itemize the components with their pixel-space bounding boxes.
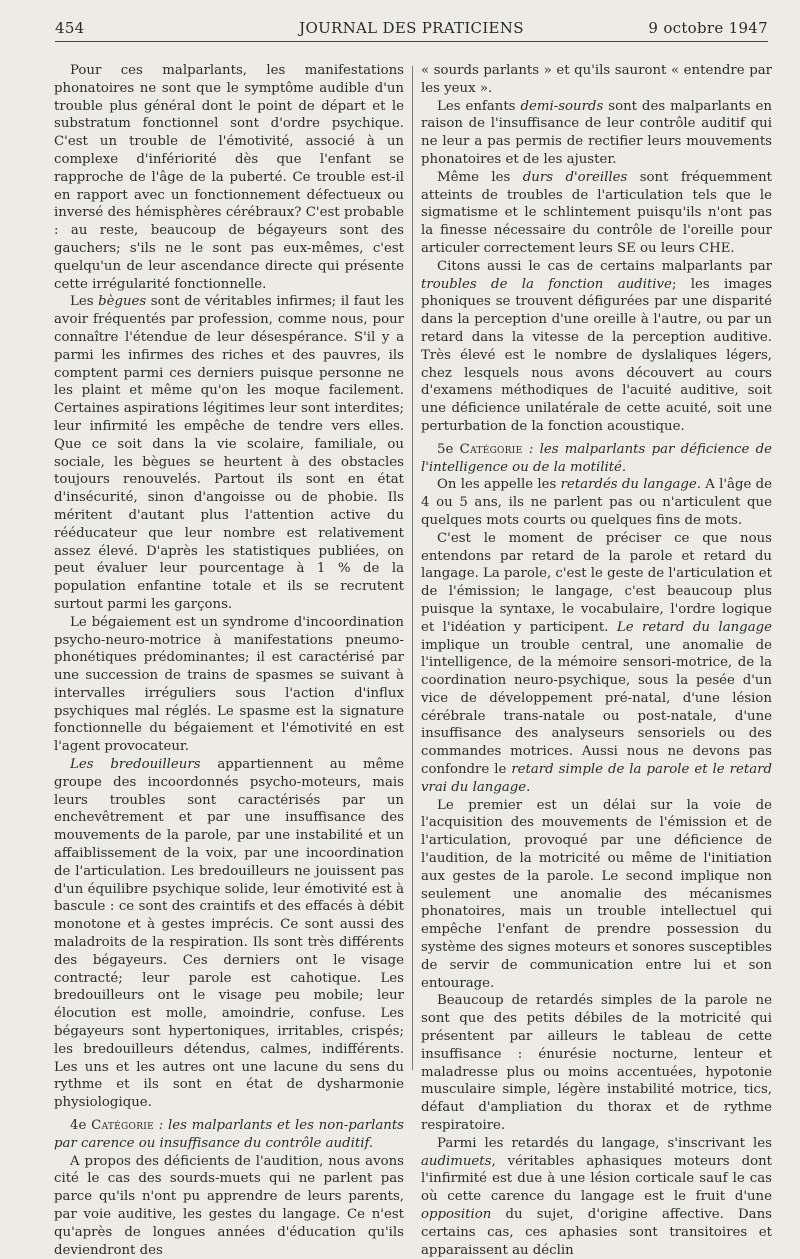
paragraph: Pour ces malparlants, les manifestations phonatoires ne sont que le symptôme audible d'un trouble plus général dont le point de départ et le substratum fonctionnel sont d'ordre psychique. C'est un trouble de l'émotivité, associé à un complexe d'infériorité dès que l'enfant se rapproche de l'âge de la puberté. Ce trouble est-il en rapport avec un fonctionnement défectueux ou inversé des hémisphères cérébraux? C'est probable : au reste, beaucoup de bégayeurs sont des gauchers; s'ils ne le sont pas eux-mêmes, c'est quelqu'un de leur ascendance directe qui présente cette irrégularité fonctionnelle. <box>54 63 404 292</box>
section-heading-category-4: 4e Catégorie : les malparlants et les non-parlants par carence ou insuffisance du contrôle auditif. <box>54 1118 404 1151</box>
journal-title: JOURNAL DES PRATICIENS <box>299 19 524 37</box>
paragraph: Beaucoup de retardés simples de la parole ne sont que des petits débiles de la motricité qui présentent par ailleurs le tableau de cette insuffisance : énurésie nocturne, lenteur et maladresse plus ou moins accentuées, hypotonie musculaire simple, légère instabilité motrice, tics, défaut d'ampliation du thorax et de rythme respiratoire. <box>421 993 772 1134</box>
paragraph: Même les durs d'oreilles sont fréquemment atteints de troubles de l'articulation tels que le sigmatisme et le schlintement puisqu'ils n'ont pas la finesse nécessaire du contrôle de l'oreille pour articuler correctement leurs SE ou leurs CHE. <box>421 169 772 256</box>
paragraph: Les enfants demi-sourds sont des malparlants en raison de l'insuffisance de leur contrôle auditif qui ne leur a pas permis de rectifier leurs mouvements phonatoires et de les ajuster. <box>421 98 772 167</box>
right-column <box>421 62 773 1258</box>
paragraph: Les bredouilleurs appartiennent au même groupe des incoordonnés psycho-moteurs, mais leurs troubles sont caractérisés par un enchevêtrement et par une insuffisance des mouvements de la parole, par une instabilité et un affaiblissement de la voix, par une incoordination de l'articulation. Les bredouilleurs ne jouissent pas d'un équilibre psychique solide, leur émotivité est à bascule : ce sont des craintifs et des effacés à débit monotone et à gestes imprécis. Ce sont aussi des maladroits de la respiration. Ils sont très différents des bégayeurs. Ces derniers ont le visage contracté; leur parole est cahotique. Les bredouilleurs ont le visage peu mobile; leur élocution est molle, amoindrie, confuse. Les bégayeurs sont hypertoniques, irritables, crispés; les bredouilleurs détendus, calmes, indifférents. Les uns et les autres ont une lacune du sens du rythme et ils sont en état de dysharmonie physiologique. <box>54 757 404 1111</box>
paragraph: Le bégaiement est un syndrome d'incoordination psycho-neuro-motrice à manifestations pneumo-phonétiques prédominantes; il est caractérisé par une succession de trains de spasmes se suivant à intervalles irréguliers sous l'action d'influx psychiques mal réglés. Le spasme est la signature fonctionnelle du bégaiement et l'émotivité en est l'agent provocateur. <box>54 614 404 755</box>
paragraph: « sourds parlants » et qu'ils sauront « entendre par les yeux ». <box>421 63 772 96</box>
paragraph: On les appelle les retardés du langage. A l'âge de 4 ou 5 ans, ils ne parlent pas ou n'articulent que quelques mots courts ou quelques fins de mots. <box>421 477 772 528</box>
paragraph: C'est le moment de préciser ce que nous entendons par retard de la parole et retard du langage. La parole, c'est le geste de l'articulation et de l'émission; le langage, c'est beaucoup plus puisque la syntaxe, le vocabulaire, l'ordre logique et l'idéation y participent. Le retard du langage implique un trouble central, une anomalie de l'intelligence, de la mémoire sensori-motrice, de la coordination neuro-psychique, sous la pesée d'un vice de développement pré-natal, d'une lésion cérébrale trans-natale ou post-natale, d'une insuffisance des analyseurs sensoriels ou des commandes motrices. Aussi nous ne devons pas confondre le retard simple de la parole et le retard vrai du langage. <box>421 530 773 795</box>
page-header <box>55 15 768 42</box>
paragraph: A propos des déficients de l'audition, nous avons cité le cas des sourds-muets qui ne parlent pas parce qu'ils n'ont pu apprendre de leurs parents, par voie auditive, les gestes du langage. Ce n'est qu'après de longues années d'éducation qu'ils deviendront des <box>54 1153 404 1258</box>
issue-date: 9 octobre 1947 <box>648 19 768 37</box>
paragraph: Le premier est un délai sur la voie de l'acquisition des mouvements de l'émission et de l'articulation, provoqué par une déficience de l'audition, de la motricité ou même de l'initiation aux gestes de la parole. Le second implique non seulement une anomalie des mécanismes phonatoires, mais un trouble intellectuel qui empêche l'enfant de prendre possession du système des signes moteurs et sonores susceptibles de servir de communication entre lui et son entourage. <box>421 797 772 991</box>
page-number: 454 <box>55 19 85 37</box>
column-divider <box>412 66 413 1070</box>
left-column <box>54 62 405 1258</box>
paragraph: Parmi les retardés du langage, s'inscrivant les audimuets, véritables aphasiques moteurs dont l'infirmité est due à une lésion corticale sauf le cas où cette carence du langage est le fruit d'une opposition du sujet, d'origine affective. Dans certains cas, ces aphasies sont transitoires et apparaissent au déclin <box>421 1135 772 1258</box>
paragraph: Les bègues sont de véritables infirmes; il faut les avoir fréquentés par profession, comme nous, pour connaître l'étendue de leur désespérance. S'il y a parmi les infirmes des riches et des pauvres, ils comptent parmi ces derniers puisque personne ne les plaint et même qu'on les moque facilement. Certaines aspirations légitimes leur sont interdites; leur infirmité les empêche de tendre vers elles. Que ce soit dans la vie scolaire, familiale, ou sociale, les bègues se heurtent à des obstacles toujours renouvelés. Partout ils sont en état d'insécurité, sinon d'angoisse ou de phobie. Ils méritent d'autant plus l'attention active du rééducateur que leur nombre est relativement assez élevé. D'après les statistiques publiées, on peut évaluer leur pourcentage à 1 % de la population enfantine totale et ils se recrutent surtout parmi les garçons. <box>54 294 405 612</box>
paragraph: Citons aussi le cas de certains malparlants par troubles de la fonction auditive; les images phoniques se trouvent défigurées par une disparité dans la perception d'une oreille à l'autre, ou par un retard dans la vitesse de la perception auditive. Très élevé est le nombre de dyslaliques légers, chez lesquels nous avons découvert au cours d'examens méthodiques de l'acuité auditive, soit une déficience unilatérale de cette acuité, soit une perturbation de la fonction acoustique. <box>421 258 773 434</box>
section-heading-category-5: 5e Catégorie : les malparlants par déficience de l'intelligence ou de la motilité. <box>421 441 772 475</box>
